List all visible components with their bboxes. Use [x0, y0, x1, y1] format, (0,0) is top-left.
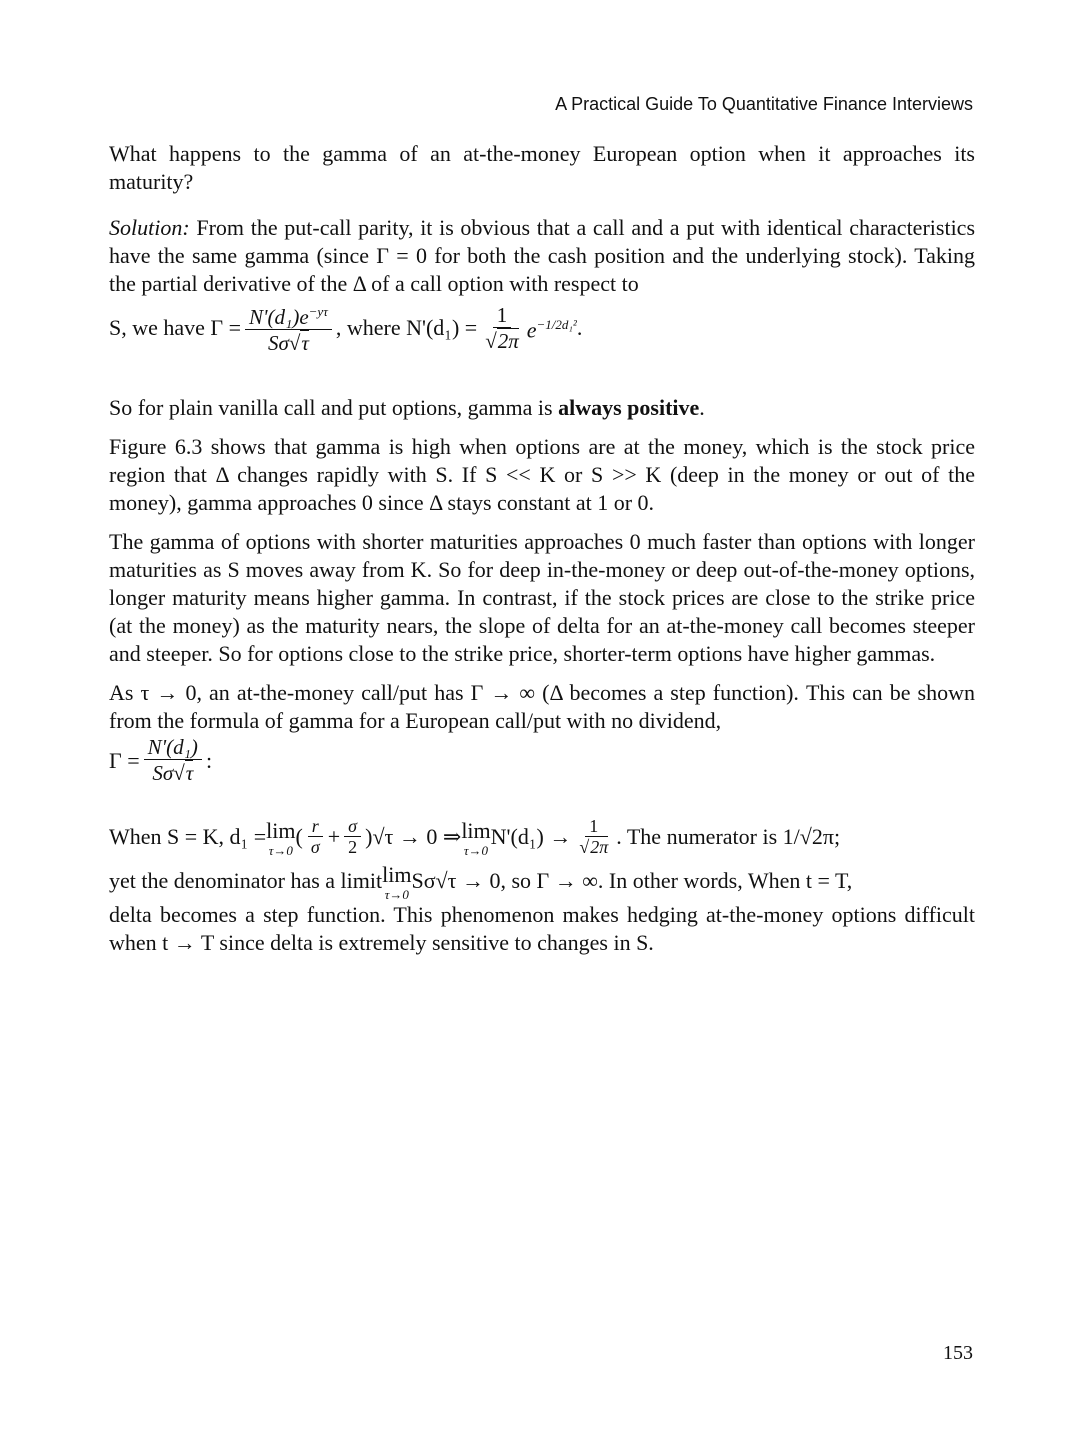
step-function-paragraph: delta becomes a step function. This phenomenon makes hedging at-the-money options difficult when t → T since delta is extremely sensitive to changes in S. [109, 902, 975, 955]
gamma-formula-line [109, 300, 975, 356]
gamma-denominator: Sσ [267, 331, 289, 355]
gamma-numerator: N'(d₁)e [249, 305, 309, 329]
f2-num: σ [344, 816, 361, 837]
sigma-over-two [344, 816, 361, 857]
p2-pre: So for plain vanilla call and put options, gamma is [109, 395, 553, 420]
nd-exp: −1/2d₁² [536, 317, 577, 333]
nd-end: . [576, 315, 583, 340]
when-s-equals-k-line [109, 816, 975, 857]
maturity-paragraph: The gamma of options with shorter maturities approaches 0 much faster than options with longer maturities as S moves away from K. So for deep in-the-money or deep out-of-the-money options, longer maturity means higher gamma. In contrast, if the stock prices are close to the strike price (at the money) as the maturity nears, the slope of delta for an at-the-money call becomes steeper and steeper. So for options close to the strike price, shorter-term options have higher gammas. [109, 529, 975, 666]
p6-lim2: lim [461, 817, 491, 843]
one-over-root-two-pi: $\frac{1}{√2\pi}$ [579, 816, 609, 857]
f3-den-root: 2π [590, 837, 609, 857]
solution-text: From the put-call parity, it is obvious that a call and a put with identical characteristics have the same gamma (since Γ = 0 for both the cash position and the underlying stock). Taking the partial derivative of the Δ of a call option with respect to [109, 215, 976, 296]
gamma-numerator-exp: −yτ [308, 304, 328, 319]
limit-paragraph: As τ → 0, an at-the-money call/put has Γ → ∞ (Δ becomes a step function). This can be shown from the formula of gamma for a European call/put with no dividend, [109, 680, 975, 733]
p6-lim1-under: τ→0 [268, 842, 293, 858]
positive-paragraph [109, 394, 975, 422]
figure-paragraph: Figure 6.3 shows that gamma is high when options are at the money, which is the stock price region that Δ changes rapidly with S. If S << K or S >> K (deep in the money or out of the money), gamma approaches 0 since Δ stays constant at 1 or 0. [109, 434, 975, 515]
p5-denominator-root: τ [185, 761, 194, 785]
p6-lim1: lim [266, 817, 296, 843]
p6-d: N'(d₁) → [490, 823, 572, 849]
p7-b: Sσ√τ → 0, so Γ → ∞. In other words, When t = T, [411, 868, 853, 893]
f1-num: r [308, 816, 323, 837]
nd-exp-base: e [526, 317, 537, 343]
p6-a: When S = K, d₁ = [109, 823, 267, 849]
nd-numerator: 1 [493, 303, 512, 328]
page-number: 153 [943, 1342, 973, 1364]
p5-denominator: Sσ [152, 761, 174, 785]
denominator-limit-line [109, 861, 975, 901]
page-body [109, 140, 975, 968]
p6-e: . The numerator is 1/√2π; [616, 823, 841, 849]
p6-b: ( [295, 823, 303, 849]
f2-den: 2 [348, 837, 358, 857]
p6-c: )√τ → 0 ⇒ [365, 823, 462, 849]
f1-den: σ [310, 837, 320, 857]
p2-bold: always positive [558, 395, 700, 420]
p7-a: yet the denominator has a limit [109, 868, 383, 893]
p7-lim: lim [382, 862, 412, 887]
question-paragraph: What happens to the gamma of an at-the-money European option when it approaches its maturity? [109, 141, 975, 194]
p2-post: . [699, 395, 705, 420]
r-over-sigma [307, 816, 324, 857]
nd-fraction: $\frac{1}{√2\pi}$ [485, 302, 519, 353]
gamma-denominator-root: τ [301, 331, 309, 355]
gamma-eq-lead: S, we have Γ = [109, 315, 242, 340]
p5-eq-lead: Γ = [109, 747, 140, 773]
nd-denominator-root: 2π [497, 328, 519, 353]
solution-label: Solution: [109, 215, 190, 240]
p5-fraction: $\frac{\text{N'(d₁)}}{S\sigma√\tau}$ [144, 735, 202, 786]
f3-num: 1 [585, 816, 602, 837]
running-header: A Practical Guide To Quantitative Finance Interviews [555, 94, 973, 114]
where-text: , where N'(d₁) = [335, 315, 478, 340]
p5-eq-end: : [205, 747, 213, 773]
solution-paragraph [109, 214, 975, 298]
p6-lim2-under: τ→0 [463, 842, 489, 858]
gamma-no-dividend-line [109, 735, 975, 786]
gamma-fraction: $\frac{N'(d_1)e^{-y\tau}}{S\sigma√\tau}$ [245, 300, 332, 356]
p5-numerator: N'(d₁) [144, 735, 202, 760]
p7-lim-under: τ→0 [384, 887, 409, 902]
p6-plus: + [327, 823, 341, 849]
